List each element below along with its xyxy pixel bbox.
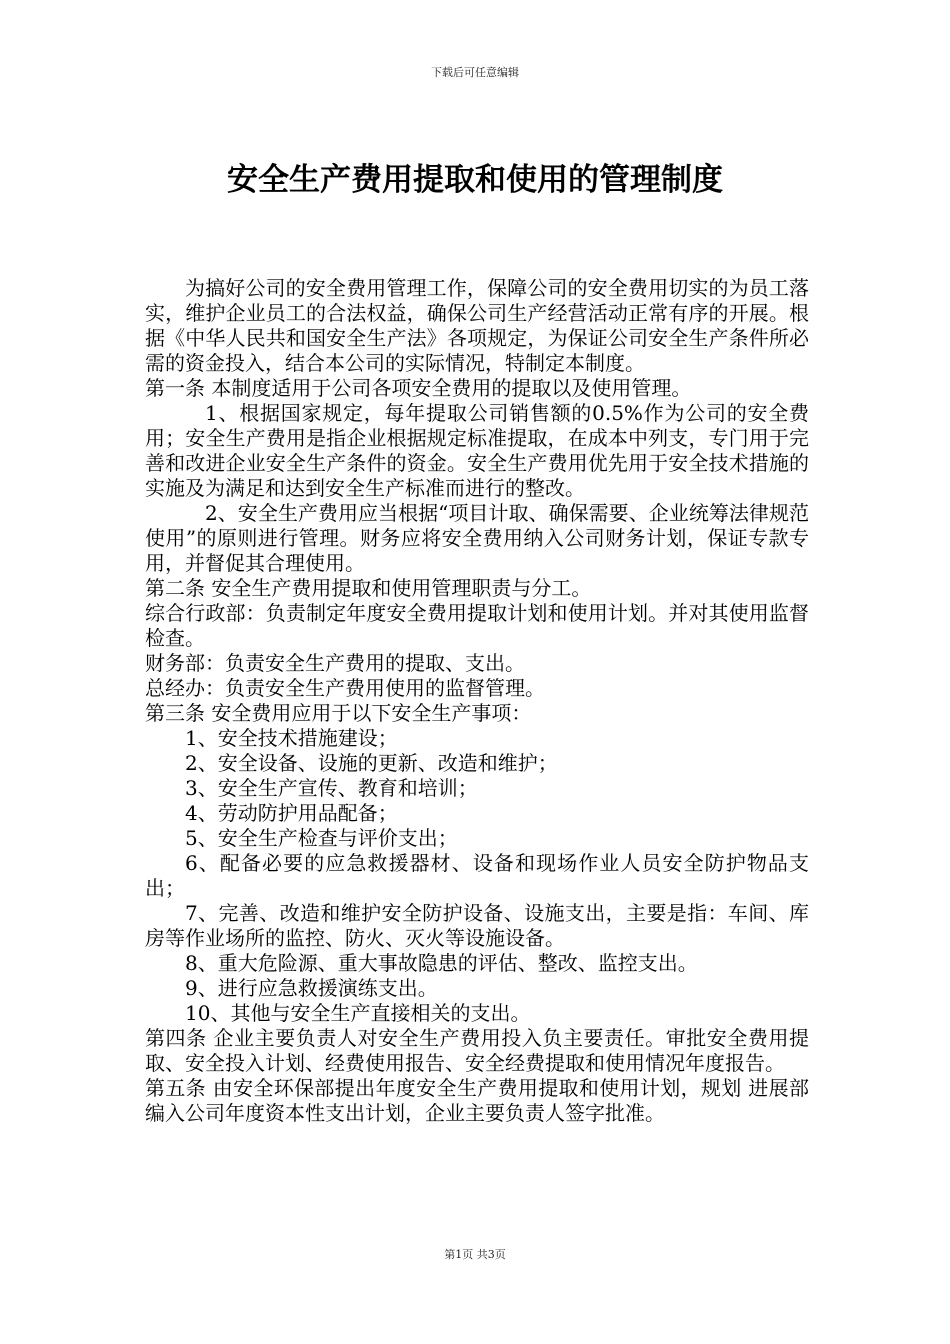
article-3-item-10: 10、其他与安全生产直接相关的支出。	[185, 1001, 531, 1025]
article-2: 第二条 安全生产费用提取和使用管理职责与分工。	[145, 576, 592, 600]
article-4: 第四条 企业主要负责人对安全生产费用投入负主要责任。审批安全费用提取、安全投入计划、经费使用报告、安全经费提取和使用情况年度报告。	[145, 1026, 809, 1075]
article-3-item-8: 8、重大危险源、重大事故隐患的评估、整改、监控支出。	[185, 951, 698, 975]
document-body	[145, 276, 809, 1126]
article-1-item-1: 1、根据国家规定，每年提取公司销售额的0.5%作为公司的安全费用；安全生产费用是指企业根据规定标准提取，在成本中列支，专门用于完善和改进企业安全生产条件的资金。安全生产费用优先用于安全技术措施的实施及为满足和达到安全生产标准而进行的整改。	[145, 401, 809, 500]
article-3-item-2: 2、安全设备、设施的更新、改造和维护；	[185, 751, 558, 775]
article-3-item-5: 5、安全生产检查与评价支出；	[185, 826, 458, 850]
intro-paragraph: 为搞好公司的安全费用管理工作，保障公司的安全费用切实的为员工落实，维护企业员工的合法权益，确保公司生产经营活动正常有序的开展。根据《中华人民共和国安全生产法》各项规定，为保证公司安全生产条件所必需的资金投入，结合本公司的实际情况，特制定本制度。	[145, 276, 809, 375]
article-3-item-6: 6、配备必要的应急救援器材、设备和现场作业人员安全防护物品支出；	[145, 851, 809, 900]
page-footer-page-number: 第1页 共3页	[444, 1248, 506, 1261]
article-3-item-7: 7、完善、改造和维护安全防护设备、设施支出，主要是指：车间、库房等作业场所的监控、防火、灭火等设施设备。	[145, 901, 809, 950]
article-3-item-1: 1、安全技术措施建设；	[185, 726, 398, 750]
duty-admin-dept: 综合行政部：负责制定年度安全费用提取计划和使用计划。并对其使用监督检查。	[145, 601, 809, 650]
article-1-item-2: 2、安全生产费用应当根据“项目计取、确保需要、企业统筹法律规范使用”的原则进行管理。财务应将安全费用纳入公司财务计划，保证专款专用，并督促其合理使用。	[145, 501, 809, 575]
article-1: 第一条 本制度适用于公司各项安全费用的提取以及使用管理。	[145, 376, 692, 400]
document-title: 安全生产费用提取和使用的管理制度	[227, 162, 723, 198]
page-header-note: 下载后可任意编辑	[431, 66, 519, 79]
article-3-item-9: 9、进行应急救援演练支出。	[185, 976, 438, 1000]
article-3-item-3: 3、安全生产宣传、教育和培训；	[185, 776, 478, 800]
article-5: 第五条 由安全环保部提出年度安全生产费用提取和使用计划，规划 进展部编入公司年度资本性支出计划，企业主要负责人签字批准。	[145, 1076, 809, 1125]
article-3-item-4: 4、劳动防护用品配备；	[185, 801, 398, 825]
duty-finance-dept: 财务部：负责安全生产费用的提取、支出。	[145, 651, 525, 675]
duty-gm-office: 总经办：负责安全生产费用使用的监督管理。	[145, 676, 545, 700]
article-3: 第三条 安全费用应用于以下安全生产事项：	[145, 701, 532, 725]
